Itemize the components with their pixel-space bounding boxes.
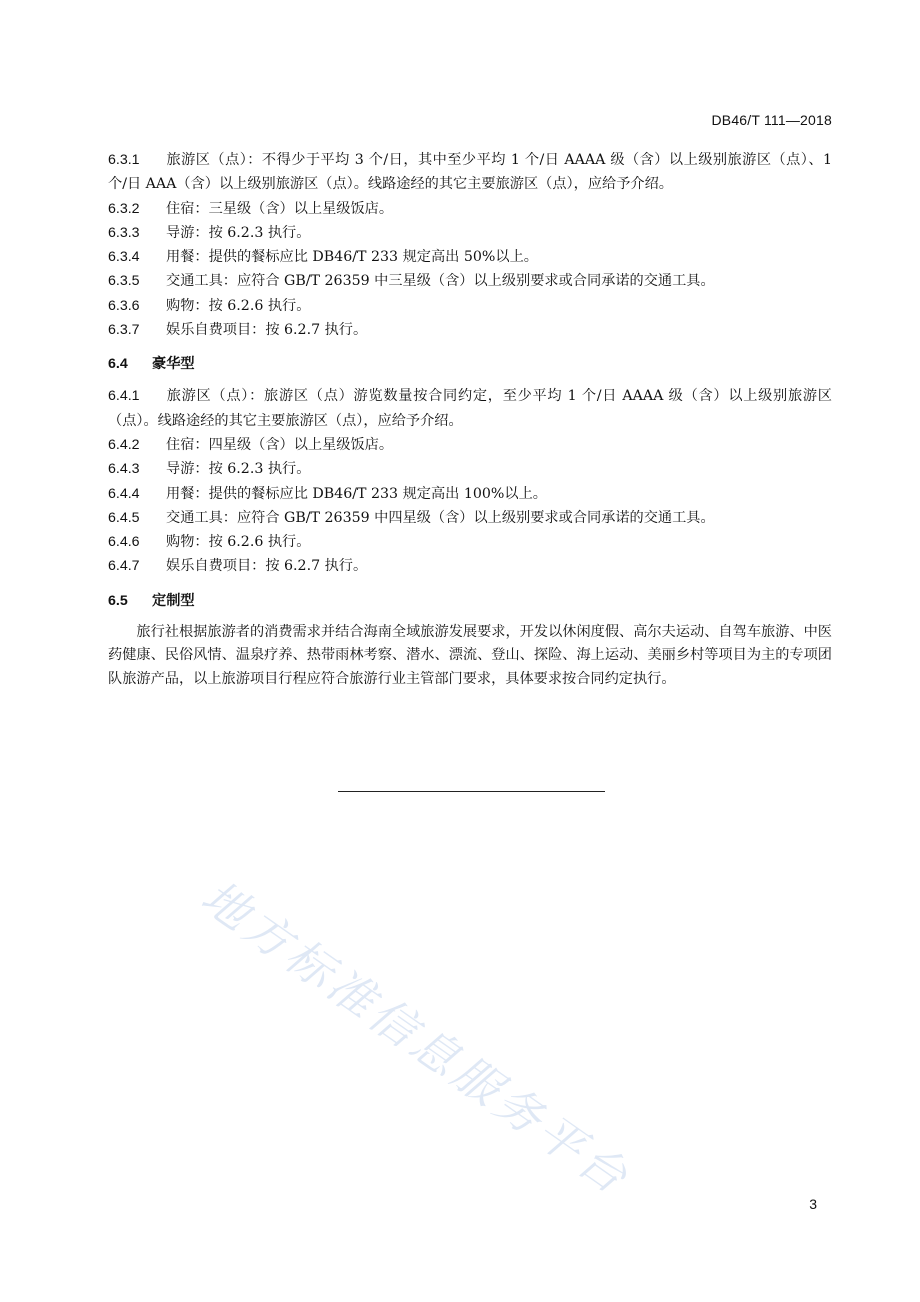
clause-number: 6.4.7 bbox=[108, 558, 140, 575]
clause-text: 购物：按 6.2.6 执行。 bbox=[166, 297, 311, 314]
page-number: 3 bbox=[809, 1196, 817, 1212]
clause-text: 导游：按 6.2.3 执行。 bbox=[166, 461, 311, 478]
document-body bbox=[108, 148, 832, 691]
clause-number: 6.3.4 bbox=[108, 249, 140, 266]
clause-6-3-3 bbox=[108, 221, 832, 245]
clause-text: 交通工具：应符合 GB/T 26359 中三星级（含）以上级别要求或合同承诺的交通工具。 bbox=[166, 273, 715, 290]
clause-text: 交通工具：应符合 GB/T 26359 中四星级（含）以上级别要求或合同承诺的交通工具。 bbox=[166, 509, 715, 526]
document-code: DB46/T 111—2018 bbox=[711, 112, 832, 128]
clause-6-3-1 bbox=[108, 148, 832, 197]
clause-text: 旅游区（点）：旅游区（点）游览数量按合同约定，至少平均 1 个/日 AAAA 级（含）以上级别旅游区（点）。线路途经的其它主要旅游区（点），应给予介绍。 bbox=[108, 388, 832, 429]
clause-number: 6.4.4 bbox=[108, 485, 140, 502]
clause-6-4-1 bbox=[108, 384, 832, 433]
clause-text: 住宿：三星级（含）以上星级饭店。 bbox=[166, 200, 394, 217]
clause-6-4-4 bbox=[108, 482, 832, 506]
clause-6-4-2 bbox=[108, 433, 832, 457]
clause-number: 6.3.1 bbox=[108, 152, 140, 168]
clause-6-3-2 bbox=[108, 197, 832, 221]
clause-number: 6.4.3 bbox=[108, 461, 140, 478]
clause-text: 娱乐自费项目：按 6.2.7 执行。 bbox=[166, 558, 368, 575]
clause-text: 用餐：提供的餐标应比 DB46/T 233 规定高出 50%以上。 bbox=[166, 249, 538, 266]
section-6-5-paragraph: 旅行社根据旅游者的消费需求并结合海南全域旅游发展要求，开发以休闲度假、高尔夫运动、自驾车旅游、中医药健康、民俗风情、温泉疗养、热带雨林考察、潜水、漂流、登山、探险、海上运动、美丽乡村等项目为主的专项团队旅游产品，以上旅游项目行程应符合旅游行业主管部门要求，具体要求按合同约定执行。 bbox=[108, 623, 832, 687]
clause-6-4-5 bbox=[108, 506, 832, 530]
clause-number: 6.4.1 bbox=[108, 388, 140, 405]
clause-text: 用餐：提供的餐标应比 DB46/T 233 规定高出 100%以上。 bbox=[166, 485, 547, 502]
clause-number: 6.3.6 bbox=[108, 297, 140, 314]
clause-number: 6.3.3 bbox=[108, 224, 140, 241]
section-heading-6-4 bbox=[108, 354, 832, 374]
clause-6-4-7 bbox=[108, 554, 832, 578]
section-number: 6.4 bbox=[108, 356, 128, 373]
clause-text: 住宿：四星级（含）以上星级饭店。 bbox=[166, 436, 394, 453]
clause-text: 导游：按 6.2.3 执行。 bbox=[166, 224, 311, 241]
end-of-document-rule bbox=[338, 791, 605, 792]
clause-text: 购物：按 6.2.6 执行。 bbox=[166, 534, 311, 551]
clause-6-4-3 bbox=[108, 457, 832, 481]
section-number: 6.5 bbox=[108, 592, 128, 609]
clause-6-3-4 bbox=[108, 245, 832, 269]
clause-number: 6.3.2 bbox=[108, 200, 140, 217]
clause-6-3-5 bbox=[108, 269, 832, 293]
clause-6-3-7 bbox=[108, 318, 832, 342]
clause-number: 6.4.6 bbox=[108, 534, 140, 551]
clause-number: 6.3.7 bbox=[108, 322, 140, 339]
section-title: 定制型 bbox=[152, 592, 195, 609]
clause-6-3-6 bbox=[108, 294, 832, 318]
section-title: 豪华型 bbox=[152, 356, 195, 373]
clause-number: 6.4.2 bbox=[108, 436, 140, 453]
clause-text: 旅游区（点）：不得少于平均 3 个/日，其中至少平均 1 个/日 AAAA 级（含）以上级别旅游区（点）、1 个/日 AAA（含）以上级别旅游区（点）。线路途经的其它主要旅游区（点），应给予介绍。 bbox=[108, 152, 832, 193]
clause-6-4-6 bbox=[108, 530, 832, 554]
clause-number: 6.3.5 bbox=[108, 273, 140, 290]
clause-text: 娱乐自费项目：按 6.2.7 执行。 bbox=[166, 322, 368, 339]
section-heading-6-5 bbox=[108, 591, 832, 611]
clause-number: 6.4.5 bbox=[108, 509, 140, 526]
watermark: 地方标准信息服务平台 bbox=[191, 869, 641, 1207]
